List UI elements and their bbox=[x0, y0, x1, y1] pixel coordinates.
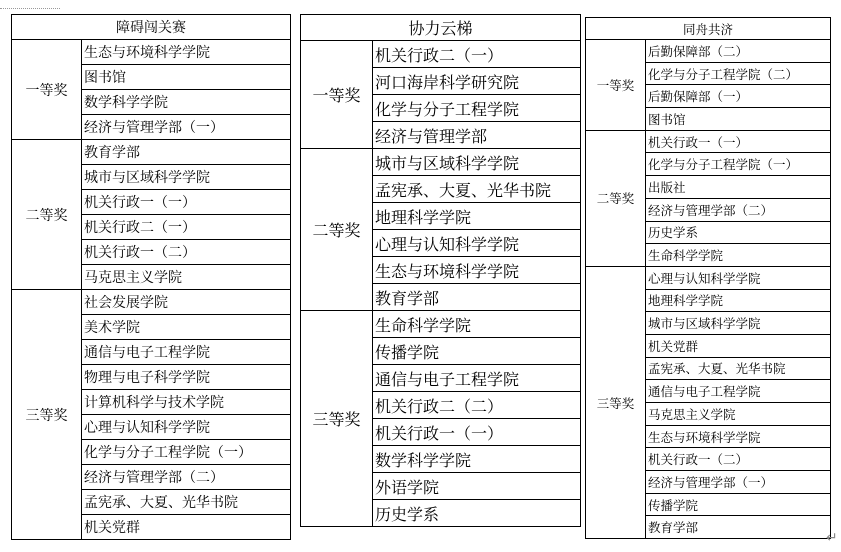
table-title: 协力云梯 bbox=[301, 15, 581, 41]
award-level-cell: 一等奖 bbox=[586, 40, 646, 131]
winner-unit-cell: 经济与管理学部 bbox=[373, 122, 581, 149]
winner-unit-cell: 机关行政一（二） bbox=[646, 448, 831, 471]
winner-unit-cell: 城市与区域科学学院 bbox=[82, 165, 291, 190]
winner-unit-cell: 生命科学学院 bbox=[646, 244, 831, 267]
table-row bbox=[12, 40, 291, 65]
winner-unit-cell: 历史学系 bbox=[646, 221, 831, 244]
winner-unit-cell: 机关行政一（一） bbox=[646, 130, 831, 153]
award-level-cell: 三等奖 bbox=[586, 266, 646, 538]
winner-unit-cell: 城市与区域科学学院 bbox=[646, 312, 831, 335]
winner-unit-cell: 社会发展学院 bbox=[82, 290, 291, 315]
winner-unit-cell: 美术学院 bbox=[82, 315, 291, 340]
table-row bbox=[12, 290, 291, 315]
winner-unit-cell: 心理与认知科学学院 bbox=[82, 415, 291, 440]
winner-unit-cell: 机关行政一（一） bbox=[82, 190, 291, 215]
winner-unit-cell: 河口海岸科学研究院 bbox=[373, 68, 581, 95]
obstacle-course-table bbox=[11, 14, 291, 540]
winner-unit-cell: 机关行政二（二） bbox=[373, 392, 581, 419]
winner-unit-cell: 心理与认知科学学院 bbox=[646, 266, 831, 289]
table-title: 同舟共济 bbox=[586, 18, 831, 40]
winner-unit-cell: 化学与分子工程学院（一） bbox=[82, 440, 291, 465]
table-row bbox=[586, 40, 831, 63]
winner-unit-cell: 地理科学学院 bbox=[646, 289, 831, 312]
winner-unit-cell: 数学科学学院 bbox=[373, 446, 581, 473]
winner-unit-cell: 生态与环境科学学院 bbox=[373, 257, 581, 284]
winner-unit-cell: 传播学院 bbox=[646, 493, 831, 516]
winner-unit-cell: 机关党群 bbox=[82, 515, 291, 540]
winner-unit-cell: 生命科学学院 bbox=[373, 311, 581, 338]
winner-unit-cell: 后勤保障部（二） bbox=[646, 40, 831, 63]
winner-unit-cell: 历史学系 bbox=[373, 500, 581, 527]
winner-unit-cell: 经济与管理学部（一） bbox=[82, 115, 291, 140]
winner-unit-cell: 心理与认知科学学院 bbox=[373, 230, 581, 257]
winner-unit-cell: 数学科学学院 bbox=[82, 90, 291, 115]
award-level-cell: 二等奖 bbox=[12, 140, 82, 290]
boat-together-table bbox=[585, 17, 831, 539]
winner-unit-cell: 马克思主义学院 bbox=[82, 265, 291, 290]
winner-unit-cell: 孟宪承、大夏、光华书院 bbox=[646, 357, 831, 380]
winner-unit-cell: 生态与环境科学学院 bbox=[82, 40, 291, 65]
table-row bbox=[301, 311, 581, 338]
winner-unit-cell: 物理与电子科学学院 bbox=[82, 365, 291, 390]
winner-unit-cell: 机关行政二（一） bbox=[82, 215, 291, 240]
winner-unit-cell: 教育学部 bbox=[646, 516, 831, 539]
table-row bbox=[12, 140, 291, 165]
winner-unit-cell: 孟宪承、大夏、光华书院 bbox=[82, 490, 291, 515]
winner-unit-cell: 经济与管理学部（二） bbox=[82, 465, 291, 490]
table-row bbox=[301, 41, 581, 68]
award-level-cell: 一等奖 bbox=[301, 41, 373, 149]
ladder-climb-table bbox=[300, 14, 581, 527]
winner-unit-cell: 图书馆 bbox=[82, 65, 291, 90]
winner-unit-cell: 马克思主义学院 bbox=[646, 403, 831, 426]
award-level-cell: 二等奖 bbox=[301, 149, 373, 311]
winner-unit-cell: 传播学院 bbox=[373, 338, 581, 365]
winner-unit-cell: 地理科学学院 bbox=[373, 203, 581, 230]
winner-unit-cell: 外语学院 bbox=[373, 473, 581, 500]
winner-unit-cell: 教育学部 bbox=[373, 284, 581, 311]
table-row bbox=[586, 130, 831, 153]
winner-unit-cell: 通信与电子工程学院 bbox=[646, 380, 831, 403]
winner-unit-cell: 孟宪承、大夏、光华书院 bbox=[373, 176, 581, 203]
winner-unit-cell: 通信与电子工程学院 bbox=[82, 340, 291, 365]
winner-unit-cell: 经济与管理学部（二） bbox=[646, 198, 831, 221]
award-level-cell: 三等奖 bbox=[301, 311, 373, 527]
winner-unit-cell: 机关行政一（一） bbox=[373, 419, 581, 446]
winner-unit-cell: 图书馆 bbox=[646, 108, 831, 131]
table-row bbox=[301, 149, 581, 176]
winner-unit-cell: 机关党群 bbox=[646, 334, 831, 357]
winner-unit-cell: 计算机科学与技术学院 bbox=[82, 390, 291, 415]
paragraph-return-icon: ↵ bbox=[826, 530, 838, 546]
winner-unit-cell: 化学与分子工程学院 bbox=[373, 95, 581, 122]
winner-unit-cell: 通信与电子工程学院 bbox=[373, 365, 581, 392]
winner-unit-cell: 出版社 bbox=[646, 176, 831, 199]
award-level-cell: 二等奖 bbox=[586, 130, 646, 266]
award-level-cell: 一等奖 bbox=[12, 40, 82, 140]
winner-unit-cell: 化学与分子工程学院（二） bbox=[646, 62, 831, 85]
winner-unit-cell: 机关行政一（二） bbox=[82, 240, 291, 265]
winner-unit-cell: 城市与区域科学学院 bbox=[373, 149, 581, 176]
winner-unit-cell: 生态与环境科学学院 bbox=[646, 425, 831, 448]
winner-unit-cell: 教育学部 bbox=[82, 140, 291, 165]
award-level-cell: 三等奖 bbox=[12, 290, 82, 540]
table-row bbox=[586, 266, 831, 289]
winner-unit-cell: 后勤保障部（一） bbox=[646, 85, 831, 108]
winner-unit-cell: 机关行政二（一） bbox=[373, 41, 581, 68]
table-title: 障碍闯关赛 bbox=[12, 15, 291, 40]
winner-unit-cell: 化学与分子工程学院（一） bbox=[646, 153, 831, 176]
winner-unit-cell: 经济与管理学部（一） bbox=[646, 471, 831, 494]
clipped-header-fragment bbox=[0, 0, 60, 9]
